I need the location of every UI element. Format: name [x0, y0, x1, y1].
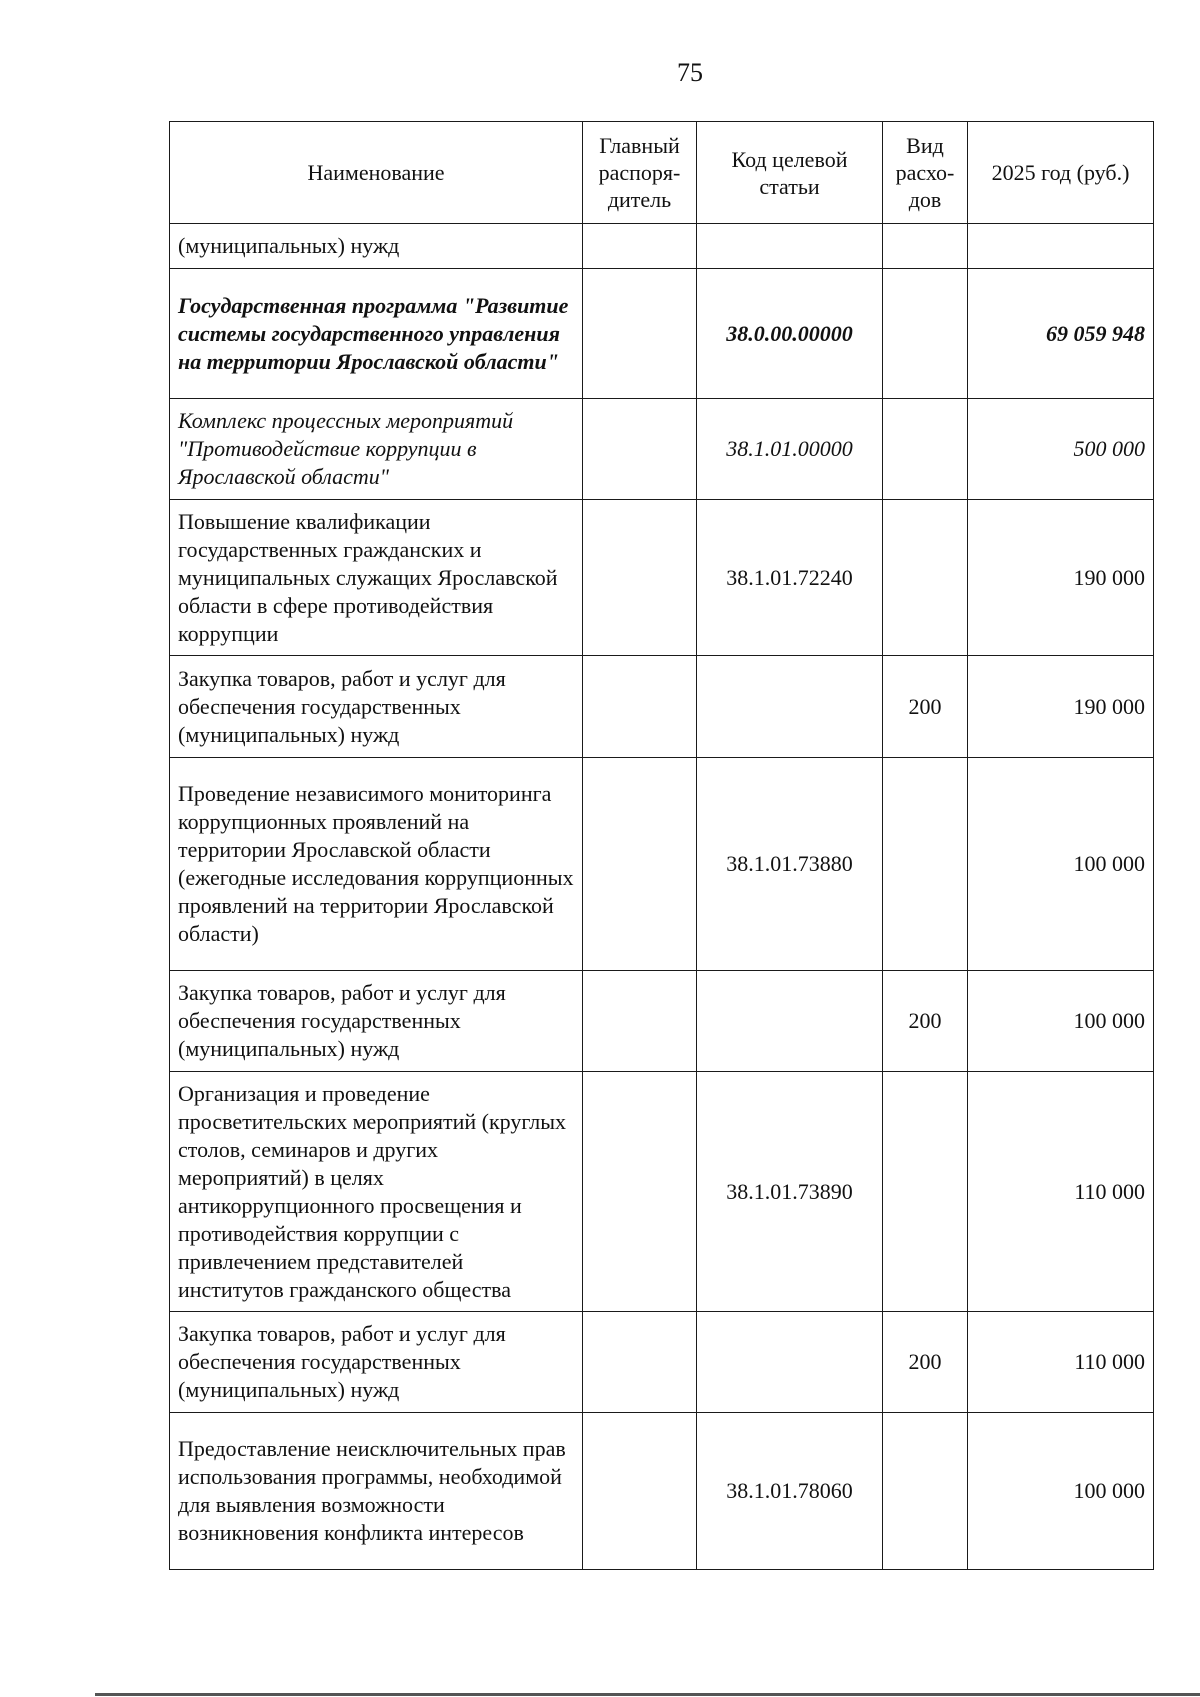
- row-kind: [883, 224, 968, 269]
- page-bottom-rule: [95, 1693, 1200, 1696]
- table-row: [170, 1072, 1154, 1312]
- row-sum: 500 000: [968, 399, 1154, 500]
- row-name: Предоставление неисключительных прав использования программы, необходимой для выявления возможности возникновения конфликта интересов: [170, 1413, 583, 1570]
- row-admin: [583, 1072, 697, 1312]
- row-kind: 200: [883, 656, 968, 758]
- row-kind: [883, 500, 968, 656]
- header-kind: Вид расхо-дов: [883, 122, 968, 224]
- row-admin: [583, 269, 697, 399]
- row-code: [697, 1312, 883, 1413]
- table-row: [170, 971, 1154, 1072]
- row-name: Государственная программа "Развитие системы государственного управления на территории Ярославской области": [170, 269, 583, 399]
- row-sum: 100 000: [968, 758, 1154, 971]
- row-code: [697, 656, 883, 758]
- row-name: (муниципальных) нужд: [170, 224, 583, 269]
- row-code: 38.1.01.72240: [697, 500, 883, 656]
- row-admin: [583, 1413, 697, 1570]
- row-name: Повышение квалификации государственных гражданских и муниципальных служащих Ярославской области в сфере противодействия коррупции: [170, 500, 583, 656]
- row-sum: 110 000: [968, 1312, 1154, 1413]
- row-kind: [883, 269, 968, 399]
- row-admin: [583, 224, 697, 269]
- row-admin: [583, 1312, 697, 1413]
- row-name: Организация и проведение просветительских мероприятий (круглых столов, семинаров и других мероприятий) в целях антикоррупционного просвещения и противодействия коррупции с привлечением представителей институтов гражданского общества: [170, 1072, 583, 1312]
- header-name: Наименование: [170, 122, 583, 224]
- page-number: 75: [677, 58, 703, 87]
- row-name: Закупка товаров, работ и услуг для обеспечения государственных (муниципальных) нужд: [170, 1312, 583, 1413]
- row-code: 38.1.01.73880: [697, 758, 883, 971]
- row-admin: [583, 656, 697, 758]
- row-kind: [883, 758, 968, 971]
- row-code: [697, 971, 883, 1072]
- table-header-row: [170, 122, 1154, 224]
- header-admin: Главный распоря-дитель: [583, 122, 697, 224]
- table-row: [170, 224, 1154, 269]
- table-row: [170, 500, 1154, 656]
- table-row: [170, 656, 1154, 758]
- row-sum: 100 000: [968, 971, 1154, 1072]
- row-kind: [883, 1413, 968, 1570]
- table-row: [170, 758, 1154, 971]
- row-sum: 100 000: [968, 1413, 1154, 1570]
- row-sum: 190 000: [968, 656, 1154, 758]
- header-sum: 2025 год (руб.): [968, 122, 1154, 224]
- row-admin: [583, 500, 697, 656]
- row-kind: 200: [883, 971, 968, 1072]
- row-name: Комплекс процессных мероприятий "Противодействие коррупции в Ярославской области": [170, 399, 583, 500]
- row-admin: [583, 399, 697, 500]
- row-kind: 200: [883, 1312, 968, 1413]
- row-sum: 110 000: [968, 1072, 1154, 1312]
- header-code: Код целевой статьи: [697, 122, 883, 224]
- row-name: Закупка товаров, работ и услуг для обеспечения государственных (муниципальных) нужд: [170, 656, 583, 758]
- row-name: Закупка товаров, работ и услуг для обеспечения государственных (муниципальных) нужд: [170, 971, 583, 1072]
- row-name: Проведение независимого мониторинга коррупционных проявлений на территории Ярославской области (ежегодные исследования коррупционных проявлений на территории Ярославской области): [170, 758, 583, 971]
- row-code: 38.1.01.00000: [697, 399, 883, 500]
- table-row: [170, 269, 1154, 399]
- table-row: [170, 399, 1154, 500]
- row-sum: [968, 224, 1154, 269]
- row-code: [697, 224, 883, 269]
- row-code: 38.0.00.00000: [697, 269, 883, 399]
- row-sum: 69 059 948: [968, 269, 1154, 399]
- row-sum: 190 000: [968, 500, 1154, 656]
- row-code: 38.1.01.73890: [697, 1072, 883, 1312]
- row-code: 38.1.01.78060: [697, 1413, 883, 1570]
- row-kind: [883, 1072, 968, 1312]
- table-row: [170, 1312, 1154, 1413]
- table-row: [170, 1413, 1154, 1570]
- row-admin: [583, 758, 697, 971]
- row-admin: [583, 971, 697, 1072]
- budget-table: [169, 121, 1154, 1570]
- row-kind: [883, 399, 968, 500]
